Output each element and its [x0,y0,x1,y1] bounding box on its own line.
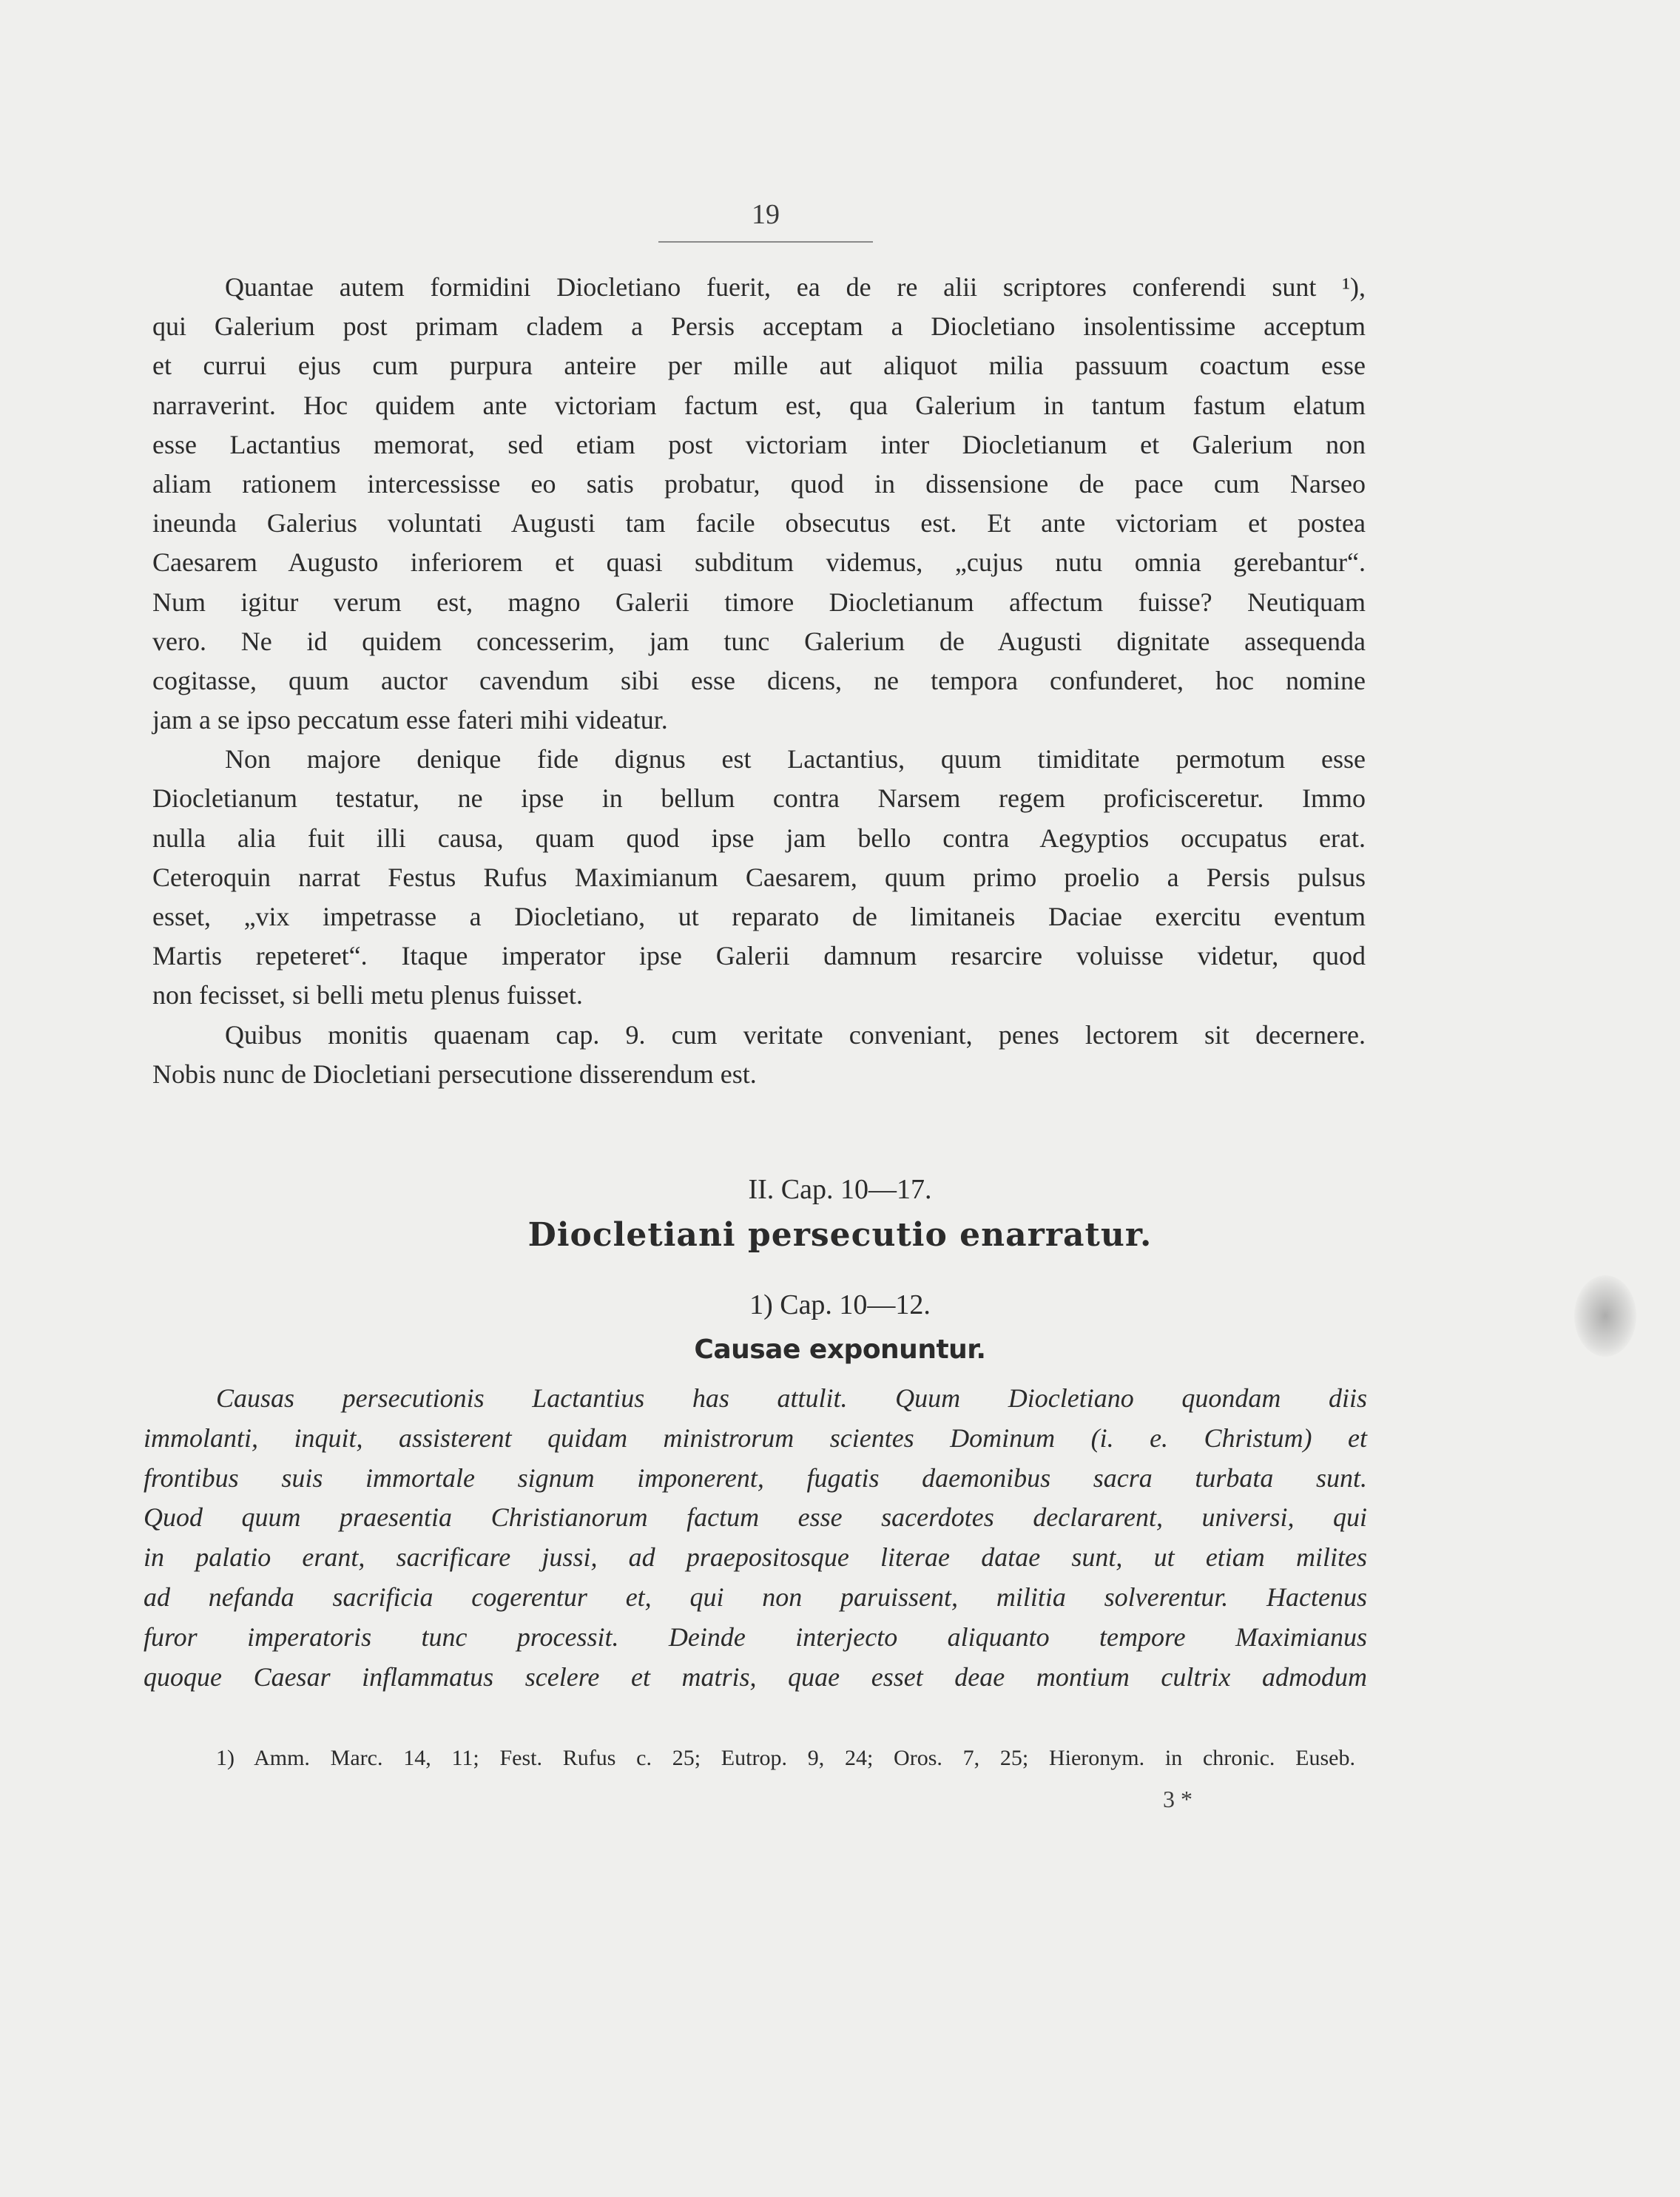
page-number: 19 [752,199,780,230]
italic-text [144,1379,1367,1697]
subsection-title: Causae exponuntur. [694,1334,986,1365]
body-line: Martis repeteret“. Itaque imperator ipse Galerii damnum resarcire voluisse videtur, quod [152,941,1366,971]
italic-line: quoque Caesar inflammatus scelere et matris, quae esset deae montium cultrix admodum [144,1661,1367,1692]
body-line: Quantae autem formidini Diocletiano fuerit, ea de re alii scriptores conferendi sunt ¹), [225,272,1366,302]
body-line: Diocletianum testatur, ne ipse in bellum contra Narsem regem proficisceretur. Immo [152,783,1366,814]
body-line: narraverint. Hoc quidem ante victoriam factum est, qua Galerium in tantum fastum elatum [152,390,1366,420]
body-line: non fecisset, si belli metu plenus fuisset. [152,980,583,1010]
body-line: et currui ejus cum purpura anteire per mille aut aliquot milia passuum coactum esse [152,351,1366,381]
sheet-signature: 3 * [1163,1786,1192,1812]
body-text [152,268,1366,1094]
section-number: II. Cap. 10—17. [748,1174,932,1205]
italic-line: Causas persecutionis Lactantius has attulit. Quum Diocletiano quondam diis [216,1383,1367,1413]
body-line: esset, „vix impetrasse a Diocletiano, ut reparato de limitaneis Daciae exercitu eventum [152,902,1366,931]
body-line: Nobis nunc de Diocletiani persecutione disserendum est. [152,1059,757,1089]
italic-line: furor imperatoris tunc processit. Deinde interjecto aliquanto tempore Maximianus [144,1621,1367,1652]
body-line: Non majore denique fide dignus est Lactantius, quum timiditate permotum esse [225,744,1366,774]
body-line: qui Galerium post primam cladem a Persis acceptam a Diocletiano insolentissime acceptum [152,311,1366,342]
body-line: Num igitur verum est, magno Galerii timore Diocletianum affectum fuisse? Neutiquam [152,587,1366,617]
body-line: jam a se ipso peccatum esse fateri mihi videatur. [152,705,668,735]
section-title: Diocletiani persecutio enarratur. [527,1216,1153,1254]
subsection-number: 1) Cap. 10—12. [749,1289,931,1320]
italic-line: frontibus suis immortale signum imponerent, fugatis daemonibus sacra turbata sunt. [144,1462,1367,1493]
body-line: ineunda Galerius voluntati Augusti tam facile obsecutus est. Et ante victoriam et postea [152,508,1366,539]
body-line: aliam rationem intercessisse eo satis probatur, quod in dissensione de pace cum Narseo [152,468,1366,499]
italic-line: immolanti, inquit, assisterent quidam ministrorum scientes Dominum (i. e. Christum) et [144,1423,1367,1453]
italic-line: ad nefanda sacrificia cogerentur et, qui non paruissent, militia solverentur. Hactenus [144,1582,1367,1612]
body-line: Ceteroquin narrat Festus Rufus Maximianum Caesarem, quum primo proelio a Persis pulsus [152,862,1366,892]
body-line: cogitasse, quum auctor cavendum sibi esse dicens, ne tempora confunderet, hoc nomine [152,665,1366,695]
italic-line: in palatio erant, sacrificare jussi, ad praepositosque literae datae sunt, ut etiam milites [144,1542,1367,1573]
body-line: vero. Ne id quidem concesserim, jam tunc Galerium de Augusti dignitate assequenda [152,626,1366,656]
italic-line: Quod quum praesentia Christianorum factum esse sacerdotes declararent, universi, qui [144,1502,1367,1533]
body-line: nulla alia fuit illi causa, quam quod ipse jam bello contra Aegyptios occupatus erat. [152,823,1366,853]
body-line: esse Lactantius memorat, sed etiam post victoriam inter Diocletianum et Galerium non [152,429,1366,459]
body-line: Caesarem Augusto inferiorem et quasi subditum videmus, „cujus nutu omnia gerebantur“. [152,547,1366,578]
ink-smudge [1574,1275,1636,1357]
body-line: Quibus monitis quaenam cap. 9. cum veritate conveniant, penes lectorem sit decernere. [225,1019,1366,1050]
header-rule [658,241,873,243]
footnote: 1) Amm. Marc. 14, 11; Fest. Rufus c. 25; Eutrop. 9, 24; Oros. 7, 25; Hieronym. in chronic. Euseb. [216,1746,1355,1770]
